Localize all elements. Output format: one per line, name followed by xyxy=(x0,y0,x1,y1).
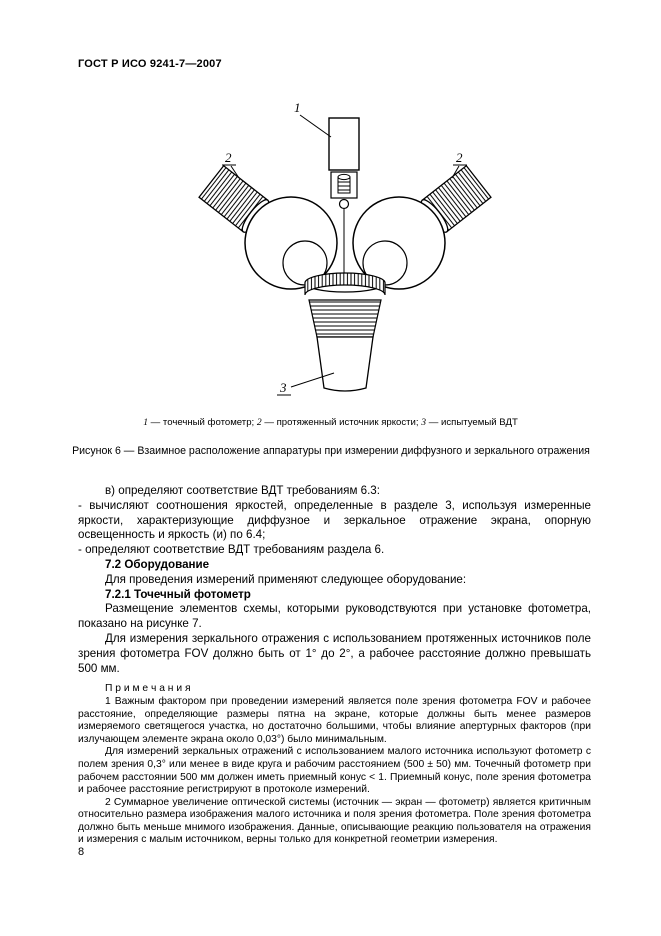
heading-7-2: 7.2 Оборудование xyxy=(105,557,210,571)
vdt-striped-cone xyxy=(309,300,381,337)
legend-text-2: — протяженный источник яркости; xyxy=(261,417,422,428)
vdt-under-test xyxy=(305,273,385,391)
callout-1-leader xyxy=(300,115,331,137)
legend-num-3: 3 xyxy=(421,417,427,428)
callout-2-left-label: 2 xyxy=(225,150,232,165)
paragraph-v: в) определяют соответствие ВДТ требованиям 6.3: xyxy=(105,484,380,497)
callout-3-label: 3 xyxy=(280,380,287,395)
vdt-funnel xyxy=(317,337,373,391)
legend-num-2: 2 xyxy=(256,417,262,428)
callout-2-right-label: 2 xyxy=(456,150,463,165)
legend-text-1: — точечный фотометр; xyxy=(147,417,257,428)
body-text xyxy=(78,484,591,847)
figure-legend xyxy=(0,417,661,428)
page-number: 8 xyxy=(78,846,85,858)
note-2: 2 Суммарное увеличение оптической системы (источник — экран — фотометр) является критичным относительно размера изображения малого источника и поля зрения фотометра. Поле зрения фотометра должно быть меньше мнимого изображения. Данные, описывающие реакцию пользователя на отражения и измерения с малым источником, верны только для конкретной геометрии измерения. xyxy=(78,796,591,846)
paragraph-dash-1: - вычисляют соотношения яркостей, определенные в разделе 3, используя измеренные яркости, характеризующие диффузное и зеркальное отражение экрана, опорную освещенность и яркость (и) по 6.4; xyxy=(78,498,591,542)
paragraph-dash-2: - определяют соответствие ВДТ требованиям раздела 6. xyxy=(78,543,385,557)
notes-heading: П р и м е ч а н и я xyxy=(105,683,191,695)
aperture-stop xyxy=(340,200,349,209)
callout-1-label: 1 xyxy=(294,100,301,115)
figure-title: Рисунок 6 — Взаимное расположение аппаратуры при измерении диффузного и зеркального отражения xyxy=(72,445,590,457)
notes-block xyxy=(78,683,591,847)
paragraph-7-2: Для проведения измерений применяют следующее оборудование: xyxy=(105,572,467,586)
heading-7-2-1: 7.2.1 Точечный фотометр xyxy=(105,587,251,601)
paragraph-7-2-1-a: Размещение элементов схемы, которыми руководствуются при установке фотометра, показано на рисунке 7. xyxy=(78,602,591,631)
legend-num-1: 1 xyxy=(143,417,148,428)
paragraph-7-2-1-b: Для измерения зеркального отражения с использованием протяженных источников поле зрения фотометра FOV должно быть от 1° до 2°, а рабочее расстояние должно превышать 500 мм. xyxy=(78,631,591,675)
photometer-body xyxy=(329,118,359,170)
page-header: ГОСТ Р ИСО 9241-7—2007 xyxy=(78,58,222,70)
note-1: 1 Важным фактором при проведении измерений является поле зрения фотометра FOV и рабочее расстояние, определяющие размеры пятна на экране, которые должны быть менее размеров измеряемого светящегося участка, но достаточно большими, чтобы влияние апертурных факторов (при излучающем элементе экрана около 0,03°) было минимальным. xyxy=(78,695,591,745)
legend-text-3: — испытуемый ВДТ xyxy=(426,417,518,428)
figure-6-diagram xyxy=(0,96,661,416)
note-1-continued: Для измерений зеркальных отражений с использованием малого источника используют фотометр с полем зрения 0,3° или менее в виде круга и рабочим расстоянием (500 ± 50) мм. Точечный фотометр при рабочем расстоянии 500 мм должен иметь приемный конус < 1. Приемный конус, поле зрения фотометра и рабочее расстояние регистрируют в протоколе измерений. xyxy=(78,746,591,796)
